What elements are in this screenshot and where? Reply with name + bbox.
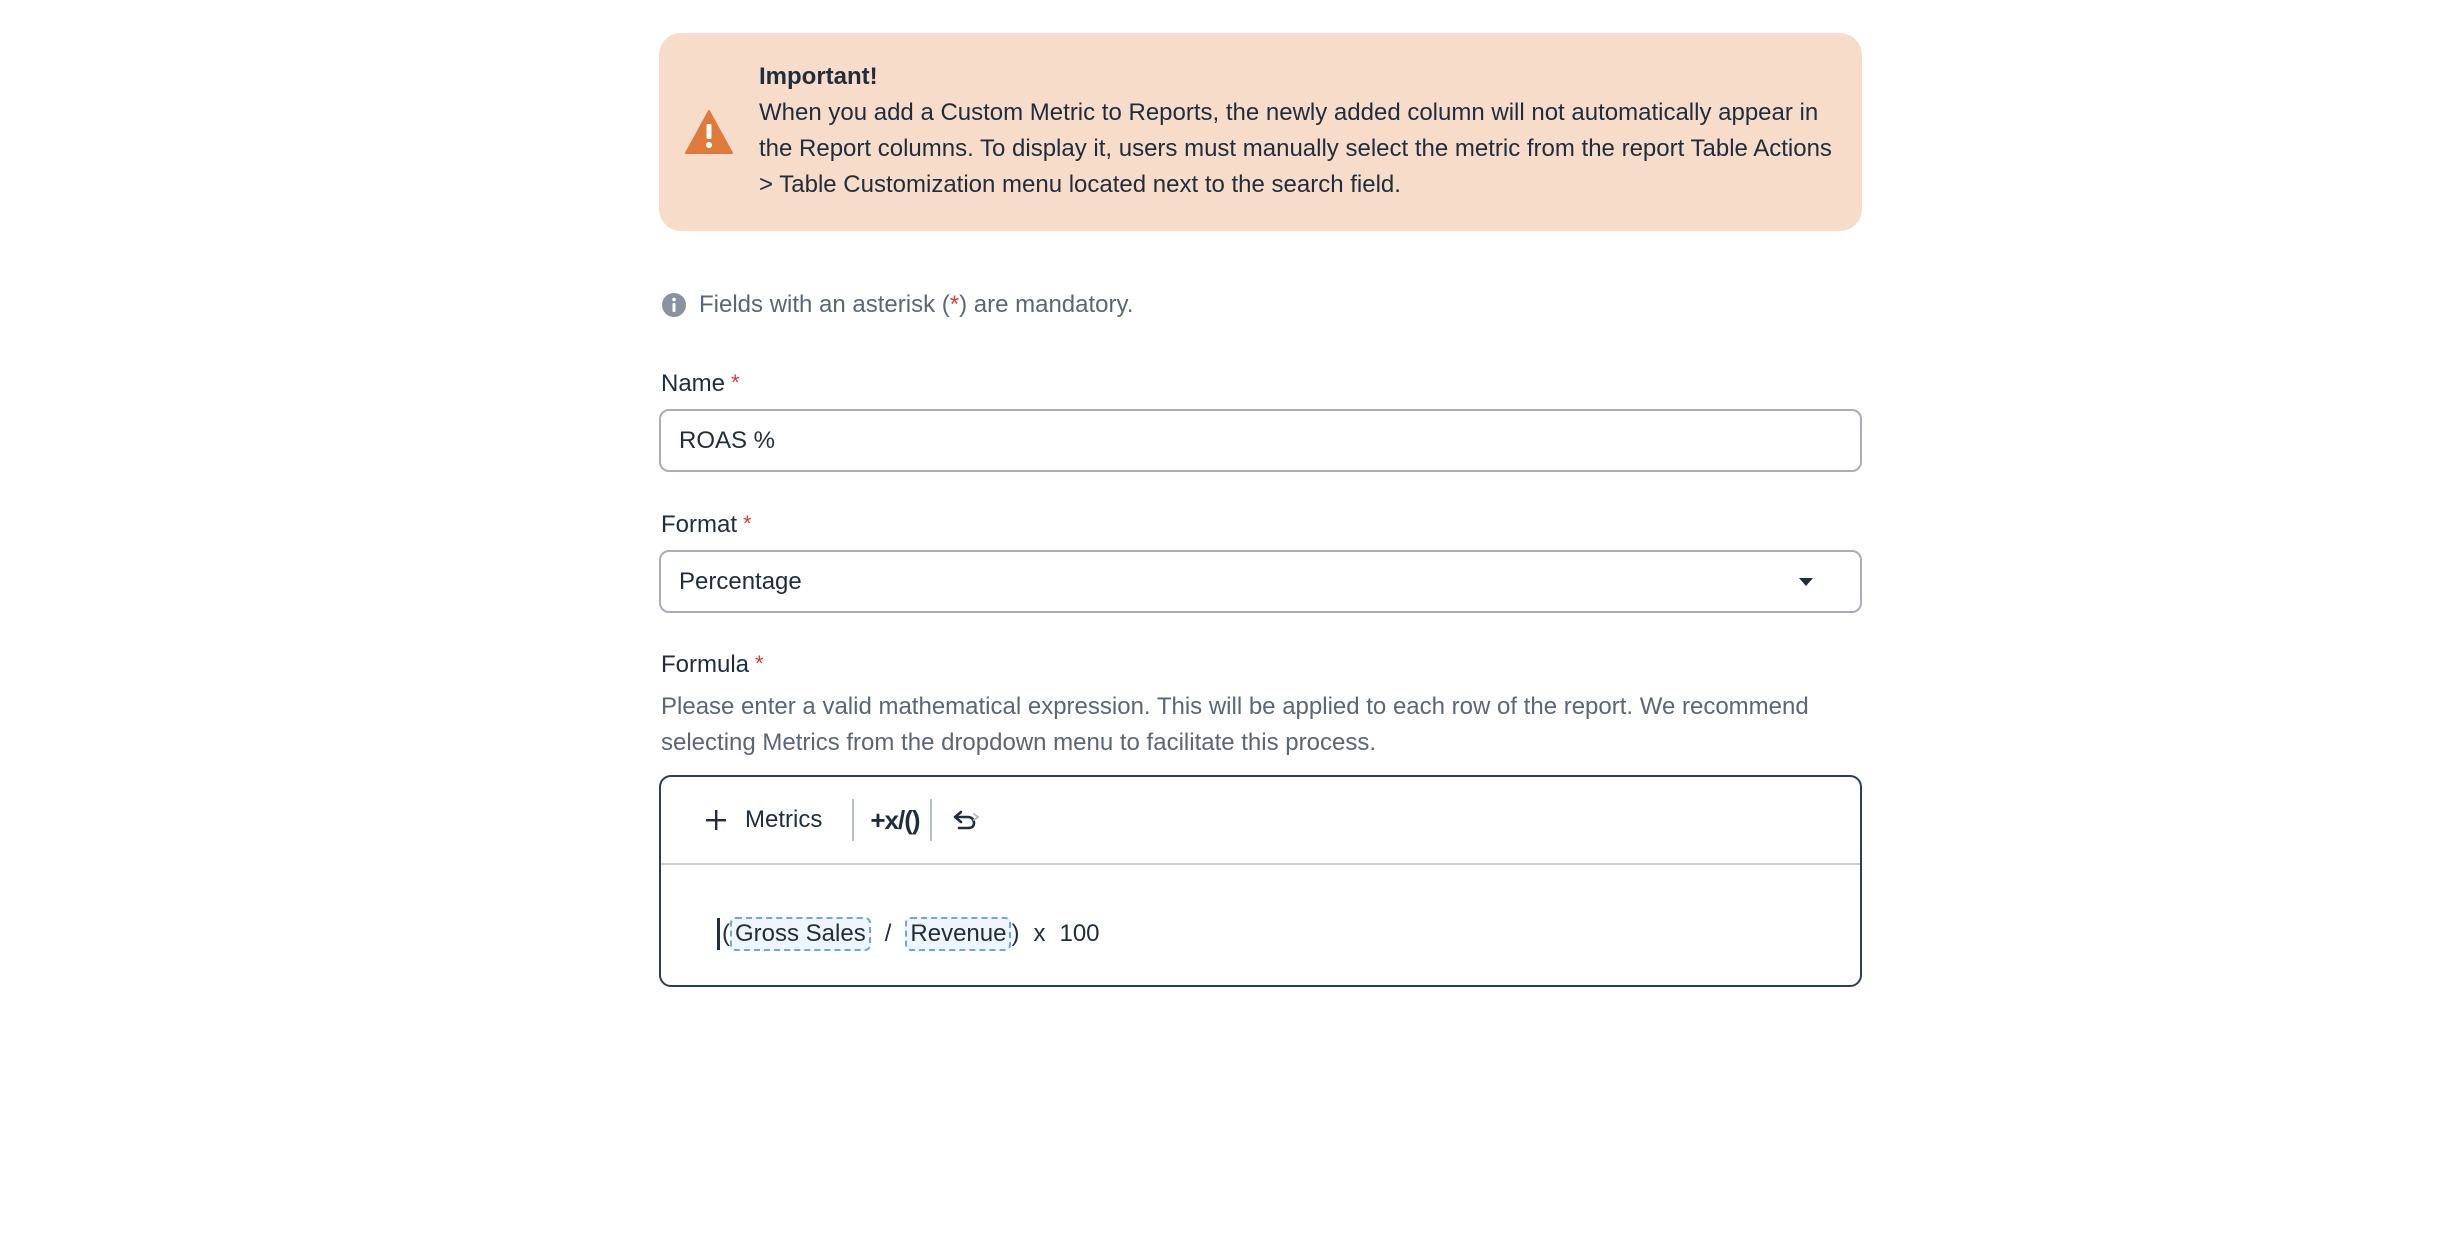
name-label [661, 370, 740, 398]
text-cursor [717, 918, 720, 950]
name-input[interactable] [659, 409, 1862, 472]
format-selected-value: Percentage [679, 567, 802, 595]
mandatory-note-suffix: ) are mandatory. [959, 291, 1134, 318]
alert-title: Important! [759, 63, 878, 90]
formula-editor[interactable] [659, 775, 1862, 987]
toolbar-divider [930, 799, 932, 841]
mandatory-note-asterisk: * [949, 291, 960, 318]
alert-text: When you add a Custom Metric to Reports, the newly added column will not automatically appear in the Report columns. To display it, users must manually select the metric from the report Table Actions > Table Customization menu located next to the search field. [759, 99, 1832, 198]
name-label-text: Name [661, 370, 726, 397]
warning-icon [684, 109, 734, 155]
format-required-mark: * [743, 511, 752, 536]
name-required-mark: * [731, 370, 740, 395]
format-label-text: Format [661, 511, 738, 538]
metrics-label: Metrics [745, 806, 823, 833]
formula-toolbar [661, 777, 1860, 865]
formula-label [661, 651, 764, 679]
formula-expression[interactable] [717, 917, 1100, 951]
undo-icon [952, 807, 982, 833]
chevron-down-icon [1798, 577, 1814, 587]
close-paren: ) [1011, 920, 1020, 947]
formula-help-text: Please enter a valid mathematical expression. This will be applied to each row of the report. We recommend selecting Metrics from the dropdown menu to facilitate this process. [661, 693, 1809, 756]
info-icon [661, 292, 687, 318]
operators-button[interactable]: +x/() [870, 804, 920, 835]
multiply-operator: x [1033, 920, 1046, 947]
metric-chip-revenue[interactable]: Revenue [905, 917, 1011, 951]
formula-label-text: Formula [661, 651, 750, 678]
number-literal: 100 [1059, 920, 1100, 947]
format-label [661, 511, 752, 539]
formula-required-mark: * [755, 651, 764, 676]
custom-metric-form [659, 33, 1862, 947]
plus-icon [705, 809, 727, 831]
format-select[interactable] [659, 550, 1862, 613]
add-metrics-button[interactable] [705, 806, 822, 834]
mandatory-note-prefix: Fields with an asterisk ( [699, 291, 950, 318]
undo-button[interactable] [952, 807, 982, 833]
toolbar-divider [852, 799, 854, 841]
divide-operator: / [884, 920, 892, 947]
metric-chip-gross-sales[interactable]: Gross Sales [730, 917, 871, 951]
open-paren: ( [722, 920, 730, 947]
mandatory-note [661, 291, 1133, 319]
important-alert [659, 33, 1862, 231]
